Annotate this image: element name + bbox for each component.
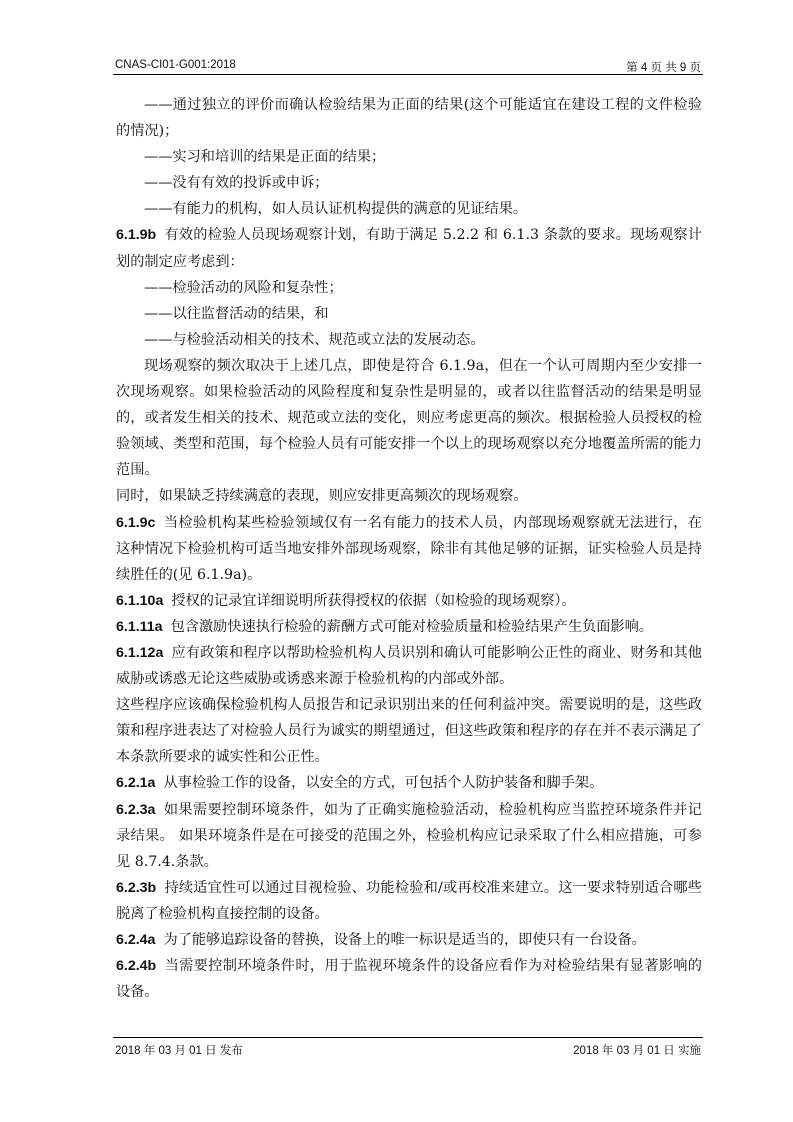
paragraph-text: ——有能力的机构，如人员认证机构提供的满意的见证结果。 bbox=[144, 201, 528, 218]
paragraph-text: 这些程序应该确保检验机构人员报告和记录识别出来的任何利益冲突。需要说明的是，这些政策和程序进表达了对检验人员行为诚实的期望通过，但这些政策和程序的存在并不表示满足了本条款所要求的诚实性和公正性。 bbox=[116, 697, 702, 766]
paragraph-text: 为了能够追踪设备的替换，设备上的唯一标识是适当的，即使只有一台设备。 bbox=[163, 932, 646, 948]
clause-number: 6.2.1a bbox=[116, 775, 156, 792]
clause-number: 6.2.3a bbox=[116, 801, 156, 818]
clause-paragraph bbox=[116, 510, 702, 588]
paragraph-text: 现场观察的频次取决于上述几点，即使是符合 6.1.9a，但在一个认可周期内至少安排一次现场观察。如果检验活动的风险程度和复杂性是明显的，或者以往监督活动的结果是明显的，或者发生相关的技术、规范或立法的变化，则应考虑更高的频次。根据检验人员授权的检验领域、类型和范围，每个检验人员有可能安排一个以上的现场观察以充分地覆盖所需的能力范围。 bbox=[116, 357, 702, 479]
clause-number: 6.2.4a bbox=[116, 932, 156, 948]
clause-number: 6.1.9b bbox=[116, 227, 157, 244]
publish-date: 2018 年 03 月 01 日 发布 bbox=[115, 1045, 243, 1057]
clause-paragraph bbox=[116, 222, 702, 274]
paragraph-text: ——没有有效的投诉或申诉； bbox=[144, 175, 329, 192]
paragraph-text: ——检验活动的风险和复杂性； bbox=[144, 279, 343, 296]
clause-number: 6.1.12a bbox=[116, 644, 164, 661]
paragraph bbox=[116, 483, 702, 509]
page-number: 第 4 页 共 9 页 bbox=[626, 62, 701, 74]
document-body bbox=[116, 92, 702, 1005]
paragraph-text: 如果需要控制环境条件，如为了正确实施检验活动，检验机构应当监控环境条件并记录结果。 如果环境条件是在可接受的范围之外，检验机构应记录采取了什么相应措施，可参见 8.7.4.条款。 bbox=[116, 801, 702, 870]
clause-number: 6.2.3b bbox=[116, 879, 157, 896]
paragraph-text: 从事检验工作的设备，以安全的方式，可包括个人防护装备和脚手架。 bbox=[163, 775, 604, 792]
paragraph-text: 持续适宜性可以通过目视检验、功能检验和/或再校准来建立。这一要求特别适合哪些脱离了检验机构直接控制的设备。 bbox=[116, 879, 702, 922]
clause-paragraph bbox=[116, 640, 702, 692]
clause-paragraph bbox=[116, 770, 702, 796]
paragraph bbox=[116, 301, 702, 327]
paragraph-text: ——实习和培训的结果是正面的结果； bbox=[144, 149, 386, 166]
implement-date: 2018 年 03 月 01 日 实施 bbox=[573, 1045, 701, 1057]
clause-paragraph bbox=[116, 953, 702, 1005]
clause-paragraph bbox=[116, 927, 702, 953]
paragraph-text: 授权的记录宜详细说明所获得授权的依据（如检验的现场观察）。 bbox=[171, 592, 576, 609]
clause-paragraph bbox=[116, 614, 702, 640]
paragraph-text: 有效的检验人员现场观察计划，有助于满足 5.2.2 和 6.1.3 条款的要求。现场观察计划的制定应考虑到： bbox=[116, 227, 702, 270]
paragraph-text: 当需要控制环境条件时，用于监视环境条件的设备应看作为对检验结果有显著影响的设备。 bbox=[116, 958, 702, 1001]
paragraph bbox=[116, 275, 702, 301]
paragraph bbox=[116, 327, 702, 353]
clause-paragraph bbox=[116, 875, 702, 927]
paragraph bbox=[116, 170, 702, 196]
clause-number: 6.1.11a bbox=[116, 618, 163, 635]
paragraph-text: ——通过独立的评价而确认检验结果为正面的结果(这个可能适宜在建设工程的文件检验的情况)； bbox=[116, 97, 702, 140]
document-id: CNAS-CI01-G001:2018 bbox=[115, 59, 236, 71]
paragraph-text: 应有政策和程序以帮助检验机构人员识别和确认可能影响公正性的商业、财务和其他威胁或诱惑无论这些威胁或诱惑来源于检验机构的内部或外部。 bbox=[116, 644, 702, 688]
page-header bbox=[113, 57, 703, 75]
paragraph bbox=[116, 692, 702, 770]
paragraph bbox=[116, 92, 702, 144]
paragraph bbox=[116, 196, 702, 222]
clause-paragraph bbox=[116, 588, 702, 614]
clause-number: 6.2.4b bbox=[116, 958, 157, 975]
paragraph-text: 包含激励快速执行检验的薪酬方式可能对检验质量和检验结果产生负面影响。 bbox=[170, 618, 653, 635]
clause-number: 6.1.10a bbox=[116, 592, 164, 609]
paragraph bbox=[116, 144, 702, 170]
paragraph-text: ——以往监督活动的结果，和 bbox=[144, 305, 329, 322]
paragraph bbox=[116, 353, 702, 483]
paragraph-text: 当检验机构某些检验领域仅有一名有能力的技术人员，内部现场观察就无法进行，在这种情况下检验机构可适当地安排外部现场观察，除非有其他足够的证据，证实检验人员是持续胜任的(见 6.1.9a)。 bbox=[116, 514, 702, 583]
paragraph-text: 同时，如果缺乏持续满意的表现，则应安排更高频次的现场观察。 bbox=[116, 488, 528, 505]
paragraph-text: ——与检验活动相关的技术、规范或立法的发展动态。 bbox=[144, 331, 485, 348]
clause-number: 6.1.9c bbox=[116, 514, 156, 531]
page-footer bbox=[113, 1042, 703, 1060]
header-divider bbox=[113, 74, 703, 75]
footer-divider bbox=[113, 1037, 703, 1038]
clause-paragraph bbox=[116, 797, 702, 875]
